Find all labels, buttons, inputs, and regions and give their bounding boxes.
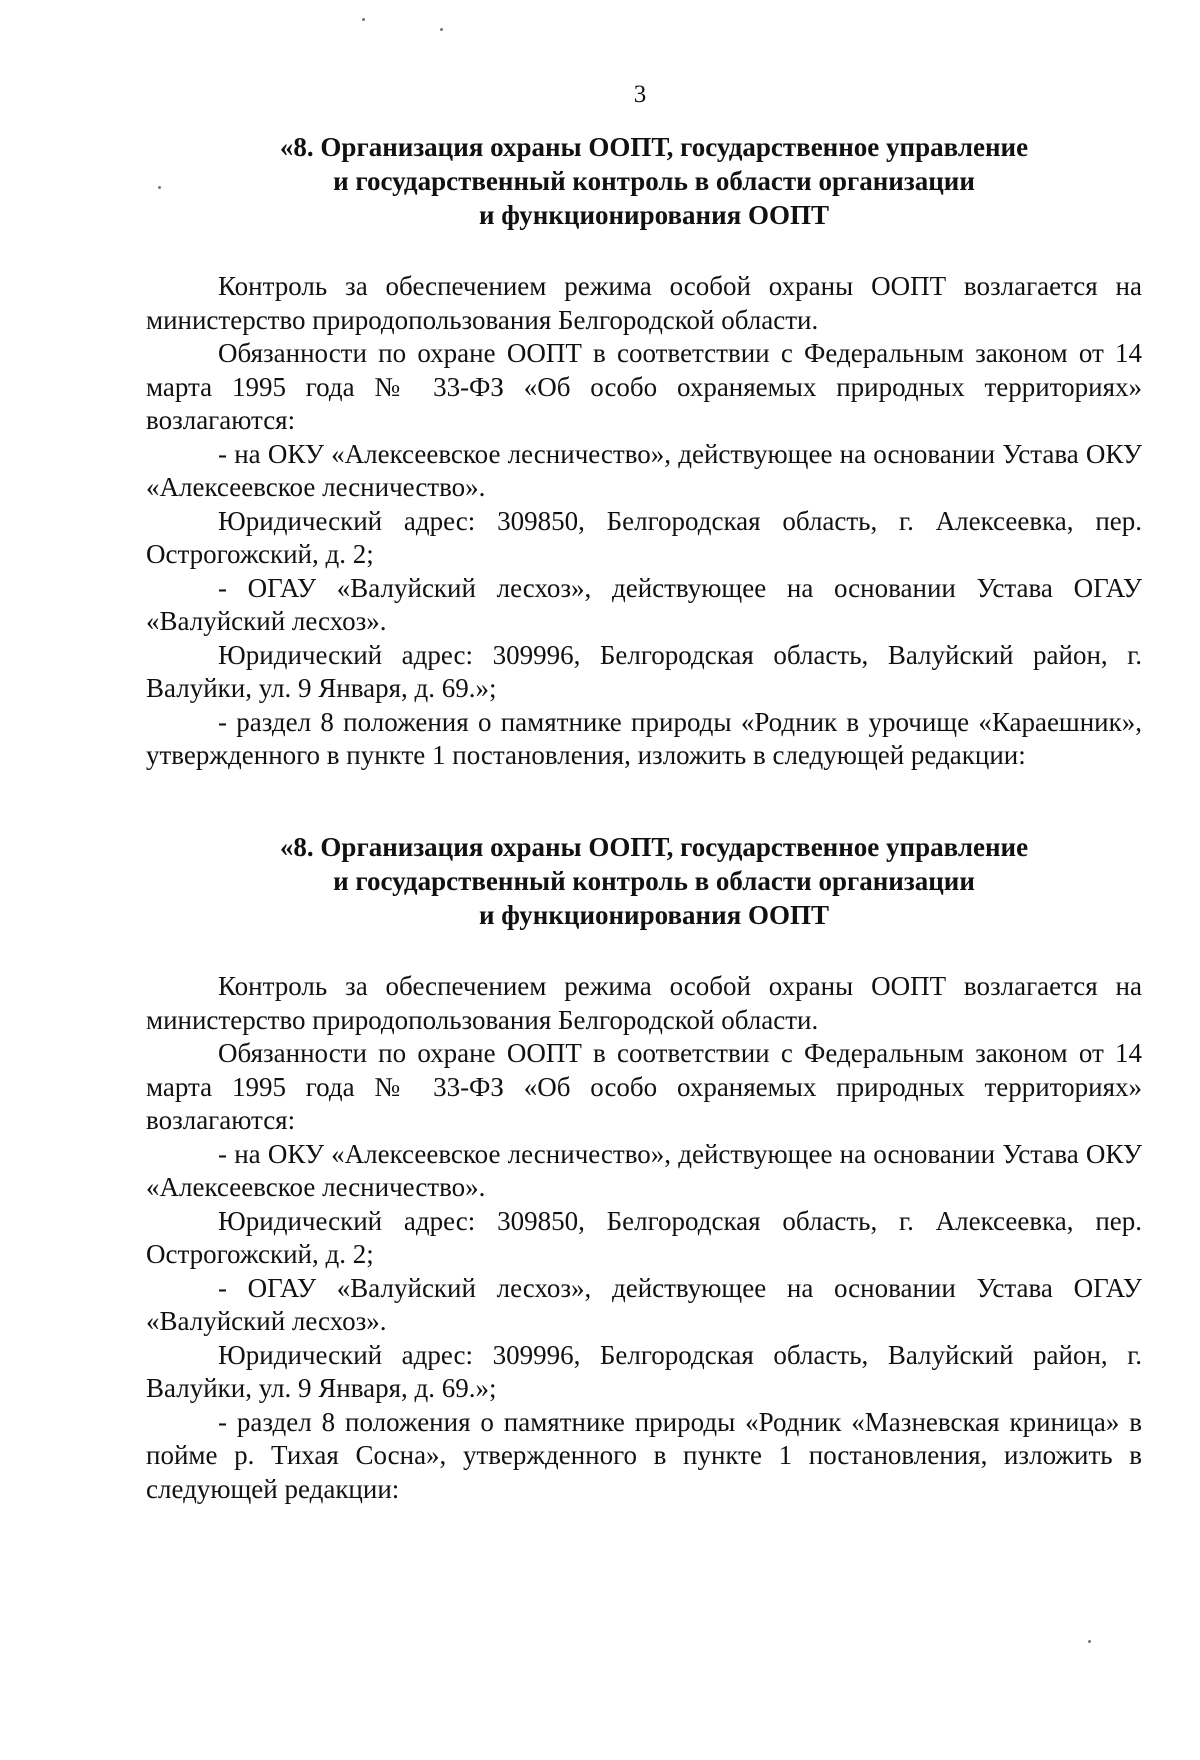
section-heading [166,830,1142,932]
paragraph: - на ОКУ «Алексеевское лесничество», действующее на основании Устава ОКУ «Алексеевское лесничество». [146,438,1142,502]
heading-line: «8. Организация охраны ООПТ, государственное управление [279,832,1029,862]
paragraph: Контроль за обеспечением режима особой охраны ООПТ возлагается на министерство природопользования Белгородской области. [146,971,1142,1035]
heading-line: и функционирования ООПТ [478,900,830,930]
section-body [146,970,1142,1506]
paragraph: Юридический адрес: 309996, Белгородская область, Валуйский район, г. Валуйки, ул. 9 Января, д. 69.»; [146,1339,1142,1403]
paragraph: - раздел 8 положения о памятнике природы «Родник в урочище «Караешник», утвержденного в пункте 1 постановления, изложить в следующей редакции: [146,706,1142,770]
paragraph: Юридический адрес: 309850, Белгородская область, г. Алексеевка, пер. Острогожский, д. 2; [146,505,1142,569]
section-heading [166,130,1142,232]
scan-speck [1088,1640,1091,1643]
scan-speck [362,18,365,21]
paragraph: - раздел 8 положения о памятнике природы «Родник «Мазневская криница» в пойме р. Тихая Сосна», утвержденного в пункте 1 постановления, изложить в следующей редакции: [146,1406,1142,1504]
section-body [146,270,1142,773]
scan-speck [158,186,161,189]
paragraph: Юридический адрес: 309850, Белгородская область, г. Алексеевка, пер. Острогожский, д. 2; [146,1205,1142,1269]
section-2 [146,830,1142,1506]
heading-line: и функционирования ООПТ [478,200,830,230]
page-number: 3 [633,81,647,108]
paragraph: Контроль за обеспечением режима особой охраны ООПТ возлагается на министерство природопользования Белгородской области. [146,271,1142,335]
heading-line: «8. Организация охраны ООПТ, государственное управление [279,132,1029,162]
paragraph: Юридический адрес: 309996, Белгородская область, Валуйский район, г. Валуйки, ул. 9 Января, д. 69.»; [146,639,1142,703]
paragraph: Обязанности по охране ООПТ в соответствии с Федеральным законом от 14 марта 1995 года № 33-ФЗ «Об особо охраняемых природных территориях» возлагаются: [146,338,1142,435]
section-1 [146,130,1142,773]
paragraph: - ОГАУ «Валуйский лесхоз», действующее на основании Устава ОГАУ «Валуйский лесхоз». [146,1272,1142,1336]
scan-speck [440,28,443,31]
heading-line: и государственный контроль в области организации [333,166,975,196]
paragraph: - ОГАУ «Валуйский лесхоз», действующее на основании Устава ОГАУ «Валуйский лесхоз». [146,572,1142,636]
paragraph: - на ОКУ «Алексеевское лесничество», действующее на основании Устава ОКУ «Алексеевское лесничество». [146,1138,1142,1202]
heading-line: и государственный контроль в области организации [333,866,975,896]
paragraph: Обязанности по охране ООПТ в соответствии с Федеральным законом от 14 марта 1995 года № 33-ФЗ «Об особо охраняемых природных территориях» возлагаются: [146,1038,1142,1135]
